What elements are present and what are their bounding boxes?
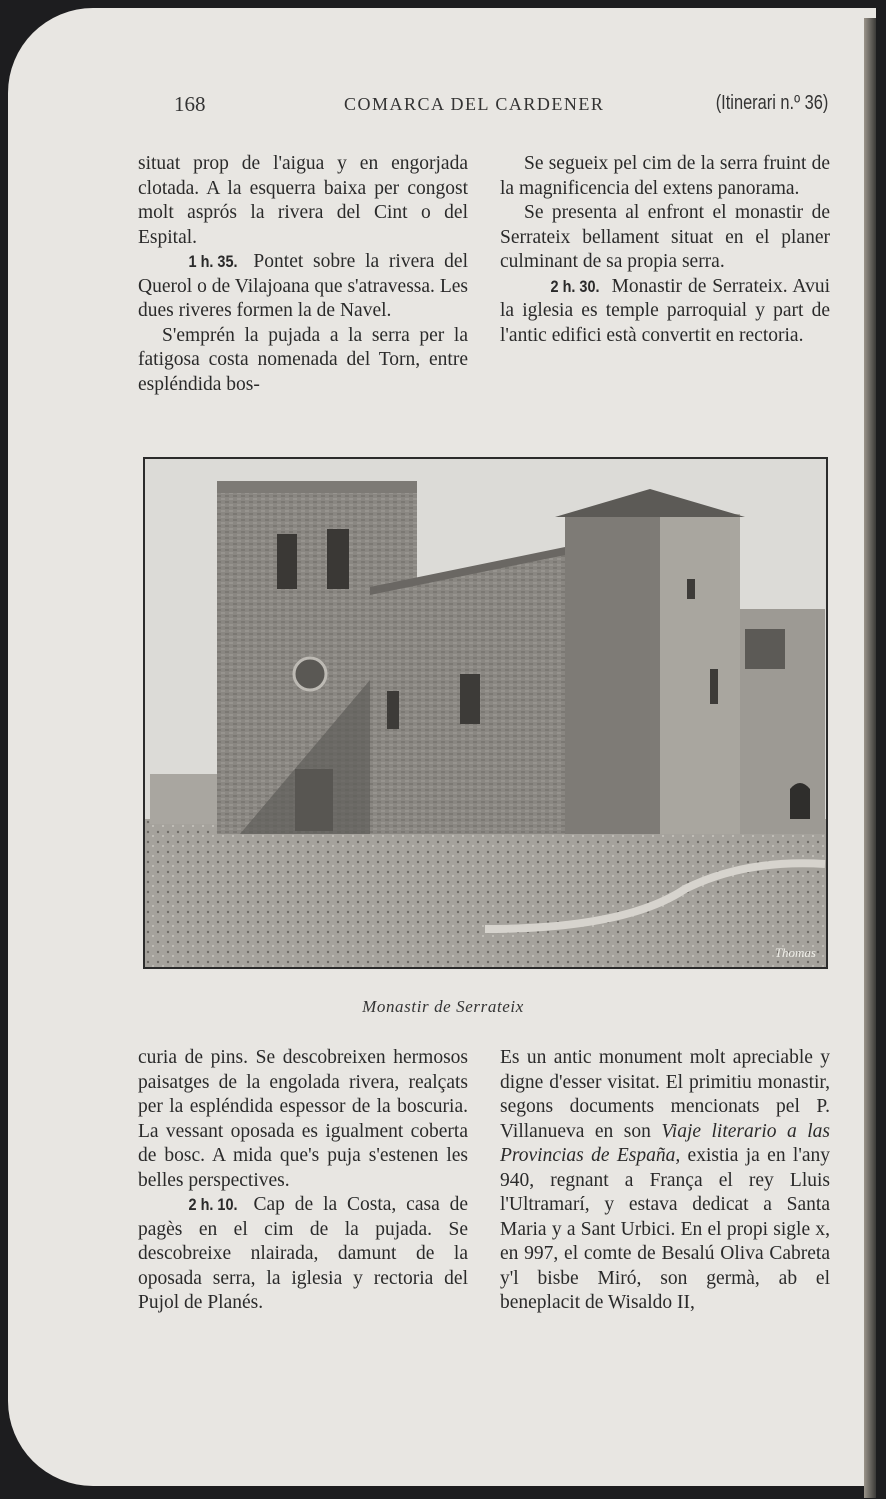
text-column-top-right [500, 152, 830, 348]
photographer-signature: Thomas [774, 945, 816, 960]
paragraph [138, 250, 468, 324]
bell-tower-top [217, 481, 417, 493]
bell-opening [327, 529, 349, 589]
low-wall [150, 774, 220, 824]
rose-window [294, 658, 326, 690]
time-marker: 2 h. 10. [188, 1195, 238, 1214]
text-column-top-left [138, 152, 468, 397]
paragraph: situat prop de l'aigua y en engorjada clotada. A la esquerra baixa per congost molt asprós la rivera del Cint o del Espital. [138, 153, 468, 248]
time-marker: 1 h. 35. [188, 252, 238, 271]
window [387, 691, 399, 729]
bell-opening [277, 534, 297, 589]
square-tower-lit [660, 514, 740, 834]
window [710, 669, 718, 704]
text-column-bottom-left [138, 1046, 468, 1316]
window [687, 579, 695, 599]
paragraph [500, 1046, 830, 1316]
book-page [8, 8, 876, 1486]
paragraph [500, 275, 830, 349]
paragraph-text: Pontet sobre la rivera del Querol o de Vilajoana que s'atravessa. Les dues riveres formen la de Navel. [138, 251, 468, 321]
paragraph: S'emprén la pujada a la serra per la fatigosa costa nomenada del Torn, entre espléndida bos- [138, 324, 468, 395]
paragraph: Se segueix pel cim de la serra fruint de la magnificencia del extens panorama. [500, 153, 830, 199]
paragraph-text: Es un antic monument molt apreciable y digne d'esser visitat. El primitiu monastir, segons documents mencionats pel P. Villanueva en son [500, 1047, 830, 1142]
text-column-bottom-right [500, 1046, 830, 1316]
running-title: COMARCA DEL CARDENER [344, 94, 605, 114]
time-marker: 2 h. 30. [550, 276, 600, 296]
monastery-photograph [143, 457, 828, 969]
page-header [174, 92, 828, 122]
ground [145, 819, 826, 967]
page-edge [864, 18, 876, 1498]
figure-caption: Monastir de Serrateix [362, 997, 524, 1016]
gallery [745, 629, 785, 669]
paragraph-text: Monastir de Serrateix. Avui la iglesia es temple parroquial y part de l'antic edifici està convertit en rectoria. [500, 275, 830, 346]
itinerary-label: (Itinerari n.º 36) [715, 92, 828, 114]
book-title: Viaje literario a las Provincias de España, [500, 1120, 830, 1166]
paragraph: Se presenta al enfront el monastir de Serrateix bellament situat en el planer culminant de sa propia serra. [500, 202, 830, 272]
window [460, 674, 480, 724]
arched-door [790, 783, 810, 819]
photo-illustration [145, 459, 826, 967]
paragraph [138, 1193, 468, 1316]
paragraph-text: Cap de la Costa, casa de pagès en el cim de la pujada. Se descobreixe nlairada, damunt de la oposada serra, la iglesia y rectoria del Pujol de Planés. [138, 1194, 468, 1313]
paragraph-text: existia ja en l'any 940, regnant a França el rey Lluis l'Ultramarí, y estava dedicat a Santa Maria y a Sant Urbici. En el propi sigle x, en 997, el comte de Besalú Oliva Cabreta y'l bisbe Miró, son germà, ab el beneplacit de Wisaldo II, [500, 1145, 830, 1313]
paragraph: curia de pins. Se descobreixen hermosos paisatges de la engolada rivera, realçats per la espléndida espessor de la boscuria. La vessant oposada es igualment coberta de bosc. A mida que's puja s'estenen les belles perspectives. [138, 1047, 468, 1191]
page-number: 168 [174, 92, 206, 116]
square-tower-shaded [565, 514, 660, 834]
